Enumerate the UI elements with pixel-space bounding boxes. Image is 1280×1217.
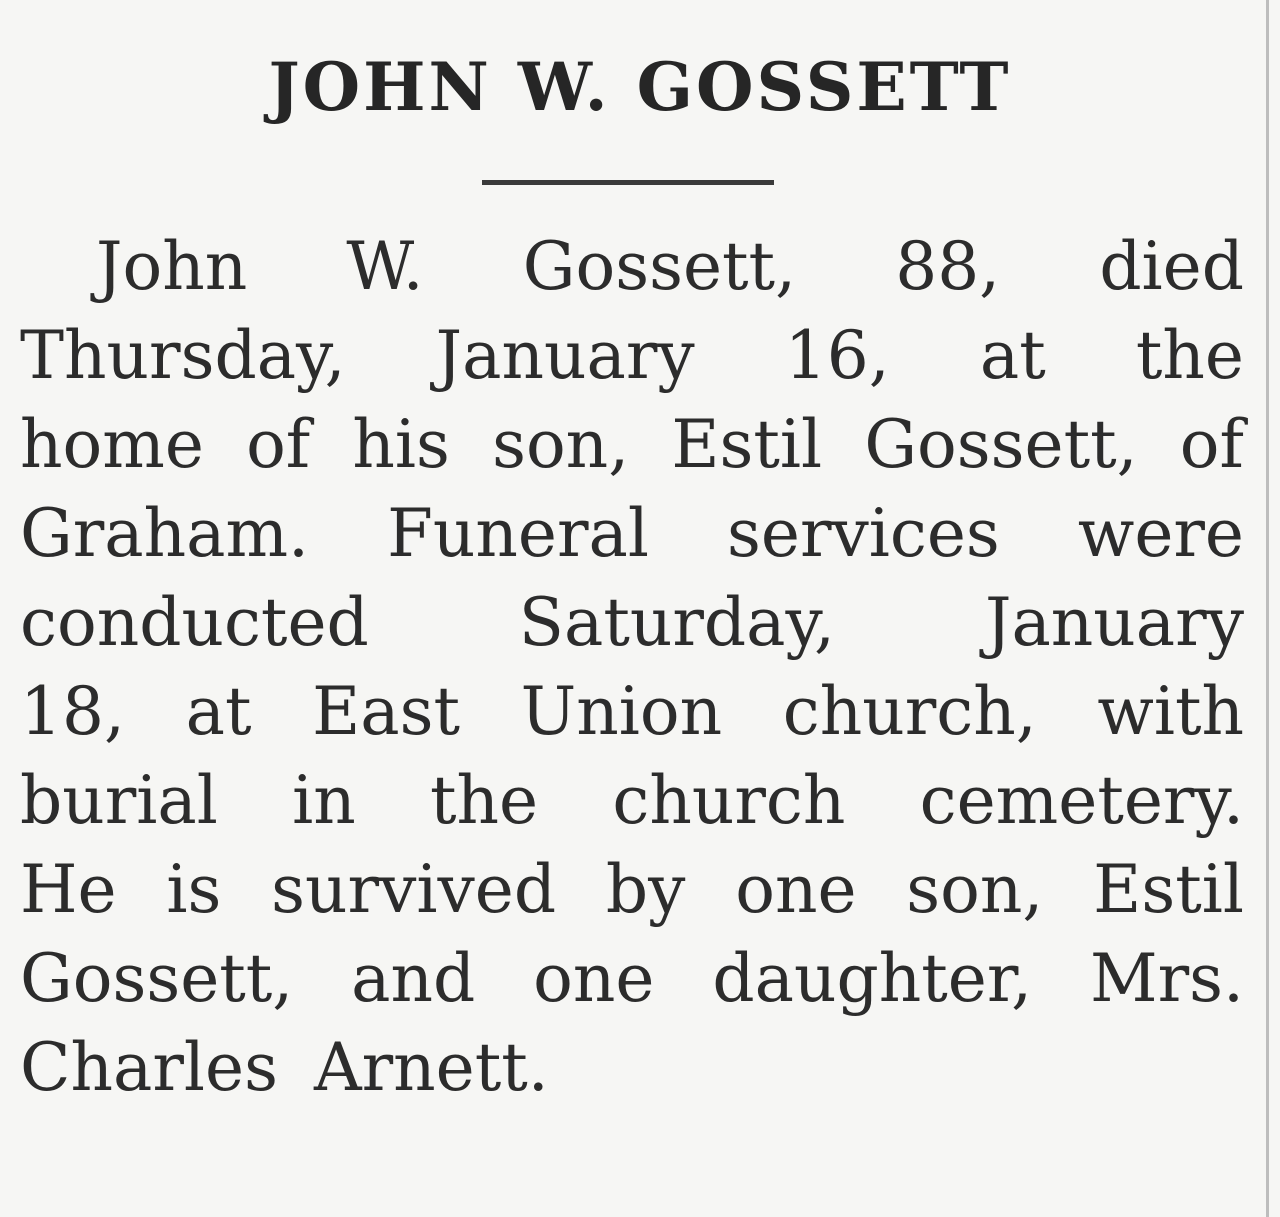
word: burial xyxy=(20,762,218,839)
word: Estil xyxy=(1093,851,1244,928)
word: Gossett, xyxy=(522,228,797,305)
word: survived xyxy=(271,851,557,928)
obituary-headline: JOHN W. GOSSETT xyxy=(268,48,1012,126)
word: at xyxy=(979,317,1046,394)
word: Graham. xyxy=(20,495,310,572)
word: daughter, xyxy=(712,940,1033,1017)
word: Union xyxy=(520,673,723,750)
body-line xyxy=(20,934,1244,1023)
body-line xyxy=(20,489,1244,578)
word: 16, xyxy=(784,317,890,394)
word: son, xyxy=(906,851,1044,928)
body-line xyxy=(20,311,1244,400)
word: were xyxy=(1077,495,1244,572)
word: He xyxy=(20,851,117,928)
word: and xyxy=(351,940,476,1017)
word: the xyxy=(1135,317,1244,394)
word: of xyxy=(246,406,311,483)
word: of xyxy=(1179,406,1244,483)
word: died xyxy=(1099,228,1244,305)
headline-divider xyxy=(482,180,774,185)
word: Thursday, xyxy=(20,317,346,394)
column-rule xyxy=(1266,0,1269,1217)
word: Funeral xyxy=(387,495,649,572)
word: home xyxy=(20,406,204,483)
word: the xyxy=(430,762,539,839)
body-line xyxy=(20,845,1244,934)
word: church, xyxy=(782,673,1037,750)
word: conducted xyxy=(20,584,369,661)
word: church xyxy=(612,762,846,839)
word: in xyxy=(292,762,356,839)
word: Saturday, xyxy=(518,584,835,661)
word: January xyxy=(984,584,1244,661)
word: Gossett, xyxy=(864,406,1138,483)
word: East xyxy=(312,673,461,750)
word: one xyxy=(533,940,655,1017)
word: Gossett, xyxy=(20,940,294,1017)
word: January xyxy=(435,317,695,394)
word: Charles xyxy=(20,1029,278,1106)
body-line xyxy=(20,222,1244,311)
word: is xyxy=(166,851,222,928)
word: cemetery. xyxy=(919,762,1244,839)
body-line xyxy=(20,578,1244,667)
word: services xyxy=(727,495,1000,572)
word: at xyxy=(185,673,252,750)
word: Estil xyxy=(671,406,823,483)
word: 18, xyxy=(20,673,125,750)
word: Arnett. xyxy=(313,1029,549,1106)
body-line xyxy=(20,1023,1244,1112)
word: one xyxy=(735,851,857,928)
word: John xyxy=(96,228,248,305)
body-line xyxy=(20,400,1244,489)
body-line xyxy=(20,756,1244,845)
word: 88, xyxy=(895,228,1001,305)
body-line xyxy=(20,667,1244,756)
word: Mrs. xyxy=(1090,940,1244,1017)
word: his xyxy=(352,406,450,483)
word: with xyxy=(1097,673,1244,750)
obituary-body xyxy=(20,222,1244,1112)
word: by xyxy=(605,851,686,928)
word: W. xyxy=(346,228,424,305)
word: son, xyxy=(492,406,630,483)
